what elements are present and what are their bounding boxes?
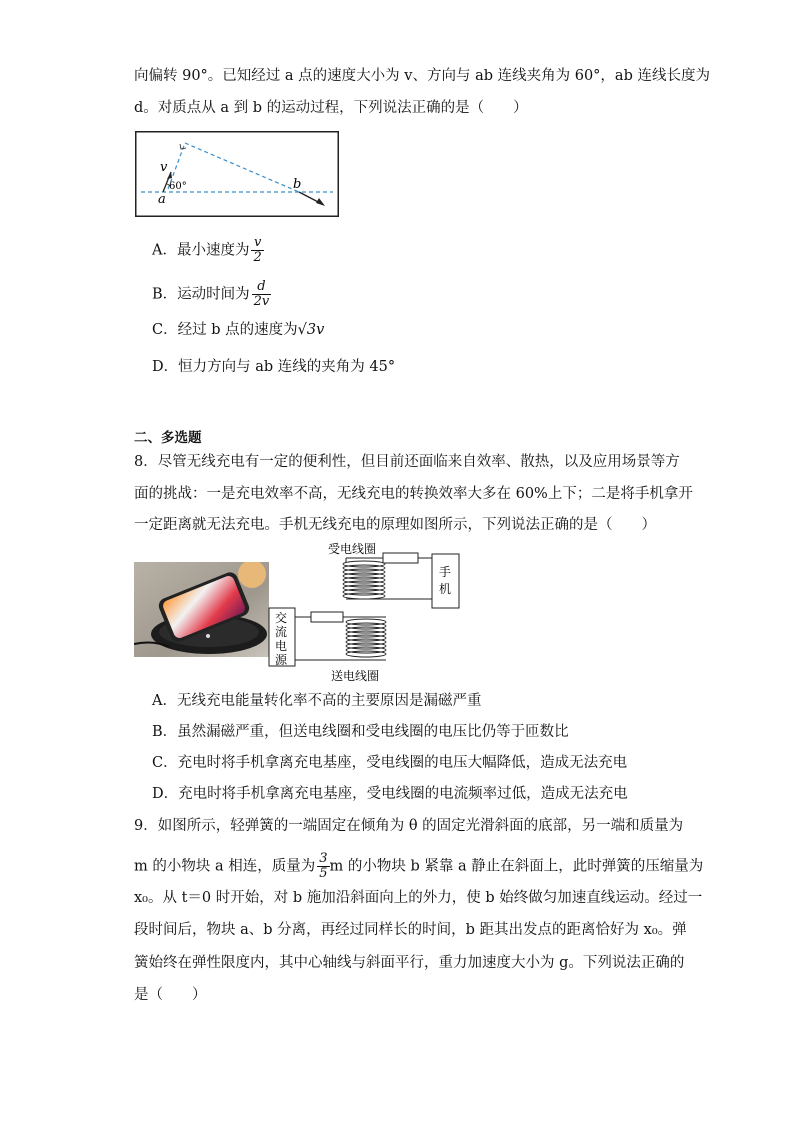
ac-label-3: 电	[275, 639, 288, 653]
q8-line-1: 8．尽管无线充电有一定的便利性，但目前还面临来自效率、散热，以及应用场景等方	[134, 454, 680, 470]
q7-option-b-text: B．运动时间为	[152, 286, 250, 303]
q8-option-c: C．充电时将手机拿离充电基座，受电线圈的电压大幅降低，造成无法充电	[152, 755, 628, 771]
q7-label-angle: 60°	[169, 181, 187, 192]
q9-line-1: 9．如图所示，轻弹簧的一端固定在倾角为 θ 的固定光滑斜面的底部，另一端和质量为	[134, 818, 684, 834]
q7-option-a-text: A．最小速度为	[152, 242, 250, 259]
q7-option-a	[152, 236, 264, 265]
fraction-denominator: 2v	[253, 294, 270, 309]
q7-option-d: D．恒力方向与 ab 连线的夹角为 45°	[152, 359, 396, 375]
q7-stem-line-2: d。对质点从 a 到 b 的运动过程，下列说法正确的是（ ）	[134, 100, 528, 116]
q8-line-2: 面的挑战：一是充电效率不高，无线充电的转换效率大多在 60%上下；二是将手机拿开	[134, 486, 693, 502]
q7-label-v: v	[160, 160, 168, 175]
q9-line-6: 是（ ）	[134, 987, 207, 1003]
q9-line-5: 簧始终在弹性限度内，其中心轴线与斜面平行，重力加速度大小为 g。下列说法正确的	[134, 955, 685, 971]
q8-option-a: A．无线充电能量转化率不高的主要原因是漏磁严重	[152, 693, 482, 709]
q9-line-2-part-b: m 的小物块 b 紧靠 a 静止在斜面上，此时弹簧的压缩量为	[329, 858, 704, 875]
q7-option-c-math: √3v	[297, 322, 325, 338]
send-coil-label: 送电线圈	[331, 669, 380, 682]
q9-fraction	[317, 852, 329, 881]
q7-label-a: a	[158, 192, 166, 207]
coil-diagram	[268, 540, 460, 682]
q7-label-b: b	[293, 177, 302, 192]
fraction-numerator: v	[251, 236, 263, 251]
fraction-denominator: 5	[319, 866, 328, 881]
q9-line-4: 段时间后，物块 a、b 分离，再经过同样长的时间，b 距其出发点的距离恰好为 x₀。弹	[134, 922, 687, 938]
fraction-denominator: 2	[253, 250, 262, 265]
q7-stem-line-1: 向偏转 90°。已知经过 a 点的速度大小为 v、方向与 ab 连线夹角为 60°，ab 连线长度为	[134, 68, 710, 84]
ac-label-4: 源	[275, 653, 288, 667]
q7-option-b-fraction	[252, 280, 272, 309]
ac-label-1: 交	[275, 611, 288, 625]
q7-figure	[135, 131, 339, 217]
q7-option-c	[152, 320, 324, 340]
wireless-charger-photo	[134, 562, 269, 657]
q9-line-3: x₀。从 t＝0 时开始，对 b 施加沿斜面向上的外力，使 b 始终做匀加速直线运动。经过一	[134, 890, 703, 906]
ac-label-2: 流	[275, 625, 288, 639]
q9-line-2	[134, 852, 703, 881]
section-title: 二、多选题	[134, 430, 202, 446]
receive-coil-label: 受电线圈	[328, 542, 377, 556]
q7-option-a-fraction	[251, 236, 263, 265]
fraction-numerator: d	[252, 280, 272, 295]
q7-option-c-text: C．经过 b 点的速度为	[152, 322, 298, 338]
q8-line-3: 一定距离就无法充电。手机无线充电的原理如图所示，下列说法正确的是（ ）	[134, 517, 656, 533]
q9-line-2-part-a: m 的小物块 a 相连，质量为	[134, 858, 316, 875]
q8-option-d: D．充电时将手机拿离充电基座，受电线圈的电流频率过低，造成无法充电	[152, 786, 628, 802]
phone-label-1: 手	[439, 565, 452, 579]
q8-option-b: B．虽然漏磁严重，但送电线圈和受电线圈的电压比仍等于匝数比	[152, 724, 569, 740]
phone-label-2: 机	[439, 582, 452, 596]
q7-option-b	[152, 280, 271, 309]
fraction-numerator: 3	[319, 851, 328, 866]
